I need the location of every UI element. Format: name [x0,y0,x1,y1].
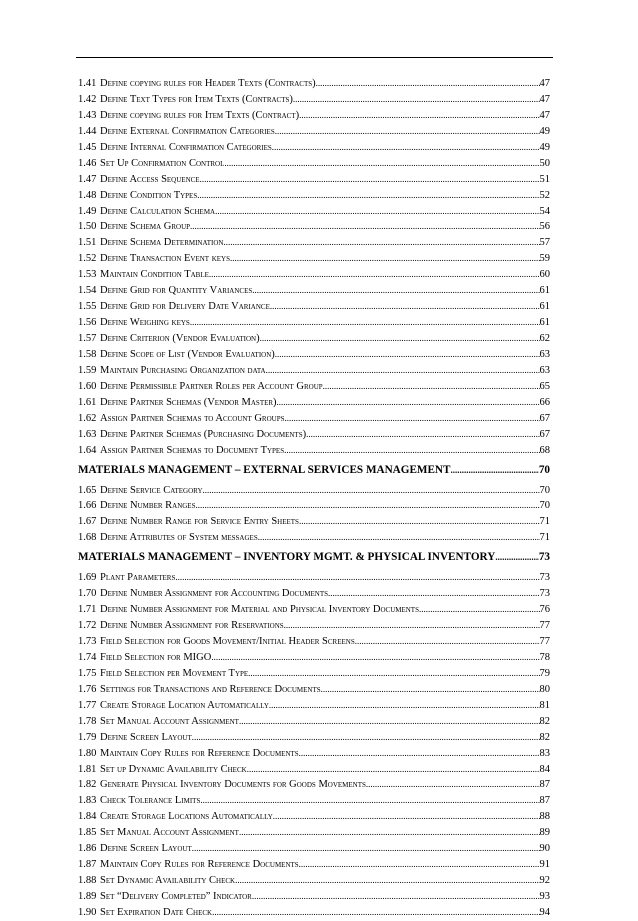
entry-page-number: 62 [539,333,550,344]
toc-entry[interactable] [78,650,550,666]
dot-leader [247,762,540,778]
dot-leader [266,363,540,379]
toc-entry[interactable] [78,267,550,283]
toc-entry[interactable] [78,873,550,889]
entry-title: Maintain Condition Table [100,269,209,281]
entry-page-number: 51 [539,173,550,185]
entry-title: Define Number Range for Service Entry Sheets [100,516,299,528]
entry-title: Create Storage Locations Automatically [100,811,273,823]
entry-page-number: 49 [539,125,550,137]
entry-number: 1.70 [78,588,97,600]
entry-page-number: 83 [539,747,550,759]
dot-leader [299,108,539,124]
entry-number: 1.58 [78,348,97,360]
toc-entry[interactable] [78,618,550,634]
dot-leader [239,825,540,841]
toc-entry[interactable] [78,825,550,841]
entry-page-number: 66 [539,396,550,408]
toc-entry[interactable] [78,363,550,379]
entry-title: Define Calculation Schema [100,205,216,217]
dot-leader [197,188,539,204]
dot-leader [299,857,540,873]
entry-title: Define Number Assignment for Reservations [100,620,284,632]
toc-section-heading-inventory[interactable] [78,548,550,566]
entry-page-number: 68 [539,444,550,456]
entry-title: Define Attributes of System messages [100,532,258,544]
dot-leader [275,347,540,363]
dot-leader [252,283,539,299]
entry-page-number: 82 [539,731,550,743]
dot-leader [272,140,540,156]
toc-entry[interactable] [78,140,550,156]
section-page-number: 70 [538,463,550,476]
dot-leader [273,809,540,825]
entry-title: Define Criterion (Vendor Evaluation) [100,333,260,344]
dot-leader [215,204,539,220]
dot-leader [203,483,540,499]
toc-entry[interactable] [78,762,550,778]
toc-entry[interactable] [78,427,550,443]
toc-entry[interactable] [78,666,550,682]
entry-number: 1.50 [78,221,97,233]
entry-title: Plant Parameters [100,572,176,584]
entry-title: Define Screen Layout [100,731,192,743]
entry-page-number: 49 [539,141,550,153]
entry-page-number: 87 [539,779,550,791]
entry-number: 1.80 [78,747,97,759]
dot-leader [175,570,539,586]
dot-leader [299,514,540,530]
entry-title: Field Selection for Goods Movement/Initial Header Screens [100,636,355,647]
dot-leader [258,530,540,546]
dot-leader [235,873,539,889]
toc-entry[interactable] [78,124,550,140]
toc-entry[interactable] [78,76,550,92]
entry-number: 1.45 [78,141,97,153]
toc-entry[interactable] [78,809,550,825]
dot-leader [321,682,540,698]
entry-number: 1.89 [78,891,97,902]
dot-leader [355,634,540,650]
entry-title: Settings for Transactions and Reference Documents [100,683,321,695]
dot-leader [270,299,540,315]
dot-leader [306,427,539,443]
entry-number: 1.81 [78,763,97,775]
entry-title: Define Condition Types [100,189,198,201]
entry-page-number: 77 [539,620,550,632]
dot-leader [419,602,540,618]
entry-number: 1.67 [78,516,97,528]
entry-title: Field Selection for MIGO [100,651,212,663]
dot-leader [248,666,539,682]
toc-entry[interactable] [78,530,550,546]
entry-title: Define Number Ranges [100,500,196,512]
entry-page-number: 93 [539,891,550,902]
toc-entry[interactable] [78,283,550,299]
dot-leader [230,251,540,267]
entry-page-number: 87 [539,795,550,807]
toc-entry[interactable] [78,188,550,204]
entry-title: Assign Partner Schemas to Account Groups [100,412,285,424]
dot-leader [239,714,540,730]
entry-page-number: 78 [539,651,550,663]
entry-title: Maintain Copy Rules for Reference Documents [100,747,299,759]
dot-leader [192,730,540,746]
toc-entry[interactable] [78,570,550,586]
toc-entry[interactable] [78,219,550,235]
entry-number: 1.43 [78,109,97,121]
entry-number: 1.54 [78,285,97,297]
entry-page-number: 47 [539,93,550,105]
entry-page-number: 76 [539,604,550,616]
entry-title: Define Transaction Event keys [100,253,230,265]
section-title: MATERIALS MANAGEMENT – INVENTORY MGMT. & PHYSICAL INVENTORY [78,551,496,564]
entry-number: 1.86 [78,843,97,855]
entry-title: Define Schema Determination [100,237,224,249]
entry-title: Define Weighing keys [100,317,190,329]
dot-leader [285,411,540,427]
entry-page-number: 59 [539,253,550,265]
entry-page-number: 47 [539,78,550,89]
entry-number: 1.56 [78,317,97,329]
entry-page-number: 70 [539,500,550,512]
entry-number: 1.78 [78,715,97,727]
entry-page-number: 67 [539,428,550,440]
toc-section-heading-external-services[interactable] [78,461,550,479]
entry-number: 1.90 [78,906,97,918]
entry-number: 1.60 [78,380,97,392]
entry-page-number: 65 [539,380,550,392]
toc-entry[interactable] [78,483,550,499]
toc-group-external-services [78,483,550,547]
toc-entry[interactable] [78,347,550,363]
section-page-number: 73 [538,551,550,564]
toc-entry[interactable] [78,92,550,108]
entry-page-number: 60 [539,269,550,281]
entry-title: Set Expiration Date Check [100,906,213,918]
entry-page-number: 82 [539,715,550,727]
entry-page-number: 71 [539,532,550,544]
entry-title: Check Tolerance Limits [100,795,201,807]
entry-number: 1.74 [78,651,97,663]
entry-title: Define Access Sequence [100,173,200,185]
dot-leader [495,548,538,566]
entry-number: 1.73 [78,636,97,647]
entry-title: Define Permissible Partner Roles per Account Group [100,380,323,392]
toc-entry[interactable] [78,905,550,921]
header-rule [76,57,553,58]
entry-page-number: 61 [539,285,550,297]
toc-entry[interactable] [78,235,550,251]
entry-number: 1.68 [78,532,97,544]
entry-title: Define Service Category [100,484,203,496]
entry-number: 1.64 [78,444,97,456]
entry-page-number: 91 [539,859,550,871]
entry-title: Define Text Types for Item Texts (Contracts) [100,93,293,105]
toc-entry[interactable] [78,777,550,793]
entry-number: 1.88 [78,875,97,887]
entry-number: 1.87 [78,859,97,871]
toc-entry[interactable] [78,730,550,746]
entry-title: Maintain Copy Rules for Reference Documents [100,859,299,871]
entry-title: Field Selection per Movement Type [100,667,249,679]
toc-entry[interactable] [78,514,550,530]
toc-entry[interactable] [78,331,550,347]
toc-group-main [78,76,550,459]
entry-page-number: 52 [539,189,550,201]
dot-leader [328,586,539,602]
dot-leader [195,498,539,514]
toc-entry[interactable] [78,108,550,124]
dot-leader [223,235,539,251]
entry-page-number: 61 [539,317,550,329]
dot-leader [190,219,539,235]
entry-page-number: 80 [539,683,550,695]
entry-page-number: 63 [539,364,550,376]
dot-leader [224,156,539,172]
entry-page-number: 47 [539,109,550,121]
entry-title: Set up Dynamic Availability Check [100,763,247,775]
toc-group-inventory [78,570,550,921]
entry-number: 1.76 [78,683,97,695]
toc-entry[interactable] [78,299,550,315]
toc-entry[interactable] [78,251,550,267]
entry-number: 1.59 [78,364,97,376]
entry-number: 1.62 [78,412,97,424]
entry-title: Define Screen Layout [100,843,192,855]
dot-leader [299,746,540,762]
entry-page-number: 54 [539,205,550,217]
dot-leader [209,267,540,283]
entry-number: 1.49 [78,205,97,217]
dot-leader [323,379,540,395]
entry-title: Define Number Assignment for Accounting Documents [100,588,329,600]
table-of-contents [78,76,550,921]
entry-page-number: 73 [539,572,550,584]
entry-page-number: 57 [539,237,550,249]
entry-title: Maintain Purchasing Organization data [100,364,266,376]
toc-entry[interactable] [78,156,550,172]
dot-leader [275,124,540,140]
entry-title: Define Number Assignment for Material and Physical Inventory Documents [100,604,419,616]
entry-page-number: 79 [539,667,550,679]
entry-page-number: 56 [539,221,550,233]
entry-number: 1.72 [78,620,97,632]
entry-number: 1.83 [78,795,97,807]
entry-title: Define Partner Schemas (Vendor Master) [100,396,277,408]
section-title: MATERIALS MANAGEMENT – EXTERNAL SERVICES MANAGEMENT [78,463,451,476]
entry-title: Define External Confirmation Categories [100,125,275,137]
toc-entry[interactable] [78,172,550,188]
entry-number: 1.79 [78,731,97,743]
entry-title: Assign Partner Schemas to Document Types [100,444,285,456]
entry-number: 1.41 [78,78,97,89]
entry-page-number: 90 [539,843,550,855]
entry-number: 1.44 [78,125,97,137]
entry-page-number: 61 [539,301,550,313]
dot-leader [212,905,539,921]
entry-title: Define Scope of List (Vendor Evaluation) [100,348,275,360]
toc-entry[interactable] [78,379,550,395]
entry-page-number: 88 [539,811,550,823]
entry-page-number: 77 [539,636,550,647]
entry-title: Define Schema Group [100,221,191,233]
toc-entry[interactable] [78,395,550,411]
toc-entry[interactable] [78,682,550,698]
entry-number: 1.85 [78,827,97,839]
toc-entry[interactable] [78,714,550,730]
entry-number: 1.71 [78,604,97,616]
dot-leader [211,650,539,666]
toc-entry[interactable] [78,602,550,618]
entry-number: 1.53 [78,269,97,281]
entry-title: Generate Physical Inventory Documents for Goods Movements [100,779,366,791]
entry-page-number: 92 [539,875,550,887]
entry-number: 1.52 [78,253,97,265]
entry-number: 1.69 [78,572,97,584]
entry-number: 1.47 [78,173,97,185]
entry-title: Define Internal Confirmation Categories [100,141,272,153]
dot-leader [260,331,540,347]
entry-page-number: 73 [539,588,550,600]
entry-page-number: 81 [539,699,550,711]
entry-number: 1.48 [78,189,97,201]
entry-title: Set Up Confirmation Control [100,157,225,169]
toc-entry[interactable] [78,857,550,873]
entry-title: Define Grid for Delivery Date Variance [100,301,270,313]
toc-entry[interactable] [78,586,550,602]
entry-number: 1.55 [78,301,97,313]
entry-page-number: 67 [539,412,550,424]
entry-number: 1.65 [78,484,97,496]
entry-page-number: 50 [539,157,550,169]
toc-entry[interactable] [78,315,550,331]
entry-title: Set Dynamic Availability Check [100,875,236,887]
entry-title: Define copying rules for Item Texts (Contract) [100,109,300,121]
entry-number: 1.61 [78,396,97,408]
entry-number: 1.77 [78,699,97,711]
toc-entry[interactable] [78,793,550,809]
entry-page-number: 89 [539,827,550,839]
entry-number: 1.63 [78,428,97,440]
entry-number: 1.66 [78,500,97,512]
entry-number: 1.84 [78,811,97,823]
entry-page-number: 84 [539,763,550,775]
dot-leader [190,315,540,331]
dot-leader [200,793,539,809]
entry-title: Set Manual Account Assignment [100,715,239,727]
entry-title: Define Grid for Quantity Variances [100,285,253,297]
dot-leader [316,76,540,92]
toc-entry[interactable] [78,634,550,650]
dot-leader [284,443,539,459]
entry-title: Set “Delivery Completed” Indicator [100,891,252,902]
toc-entry[interactable] [78,841,550,857]
toc-entry[interactable] [78,698,550,714]
entry-number: 1.42 [78,93,97,105]
entry-number: 1.57 [78,333,97,344]
dot-leader [277,395,540,411]
toc-entry[interactable] [78,411,550,427]
entry-number: 1.46 [78,157,97,169]
entry-title: Define Partner Schemas (Purchasing Documents) [100,428,307,440]
toc-entry[interactable] [78,204,550,220]
dot-leader [450,461,538,479]
toc-entry[interactable] [78,498,550,514]
dot-leader [269,698,540,714]
dot-leader [293,92,540,108]
toc-entry[interactable] [78,746,550,762]
entry-page-number: 71 [539,516,550,528]
dot-leader [200,172,540,188]
entry-title: Define copying rules for Header Texts (Contracts) [100,78,316,89]
dot-leader [366,777,540,793]
entry-title: Set Manual Account Assignment [100,827,239,839]
toc-entry[interactable] [78,443,550,459]
dot-leader [192,841,540,857]
entry-number: 1.51 [78,237,97,249]
entry-number: 1.75 [78,667,97,679]
entry-page-number: 70 [539,484,550,496]
entry-page-number: 94 [539,906,550,918]
dot-leader [284,618,540,634]
entry-title: Create Storage Location Automatically [100,699,269,711]
entry-page-number: 63 [539,348,550,360]
entry-number: 1.82 [78,779,97,791]
